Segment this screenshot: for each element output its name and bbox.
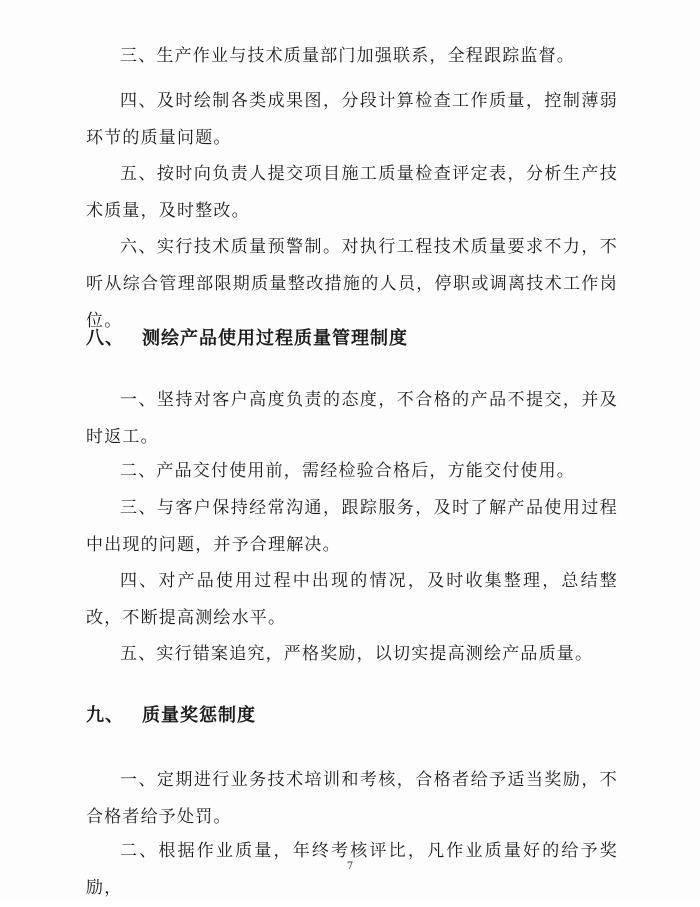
section-8-title: 测绘产品使用过程质量管理制度 [142,328,408,349]
section-8-paragraph-3: 三、与客户保持经常沟通，跟踪服务，及时了解产品使用过程中出现的问题，并予合理解决。 [86,498,618,555]
paragraph-item-3: 三、生产作业与技术质量部门加强联系，全程跟踪监督。 [120,46,575,66]
paragraph-item-4: 四、及时绘制各类成果图，分段计算检查工作质量，控制薄弱环节的质量问题。 [86,91,618,148]
paragraph-item-6: 六、实行技术质量预警制。对执行工程技术质量要求不力，不听从综合管理部限期质量整改措施的人员，停职或调离技术工作岗位。 [86,237,618,331]
section-9-number: 九、 [86,705,124,726]
section-8-paragraph-1: 一、坚持对客户高度负责的态度，不合格的产品不提交，并及时返工。 [86,390,618,447]
section-8-paragraph-2: 二、产品交付使用前，需经检验合格后，方能交付使用。 [120,461,575,481]
paragraph-item-5: 五、按时向负责人提交项目施工质量检查评定表，分析生产技术质量，及时整改。 [86,164,618,221]
section-9-heading [86,701,256,731]
section-8-paragraph-4: 四、对产品使用过程中出现的情况，及时收集整理，总结整改，不断提高测绘水平。 [86,571,618,628]
section-9-paragraph-2: 二、根据作业质量，年终考核评比，凡作业质量好的给予奖励， [86,841,618,898]
section-8-heading [86,324,408,354]
section-8-paragraph-5: 五、实行错案追究，严格奖励，以切实提高测绘产品质量。 [120,644,594,664]
section-9-title: 质量奖惩制度 [142,705,256,726]
section-9-paragraph-1: 一、定期进行业务技术培训和考核，合格者给予适当奖励，不合格者给予处罚。 [86,770,618,827]
section-8-number: 八、 [86,328,124,349]
page-number: 7 [346,861,354,872]
